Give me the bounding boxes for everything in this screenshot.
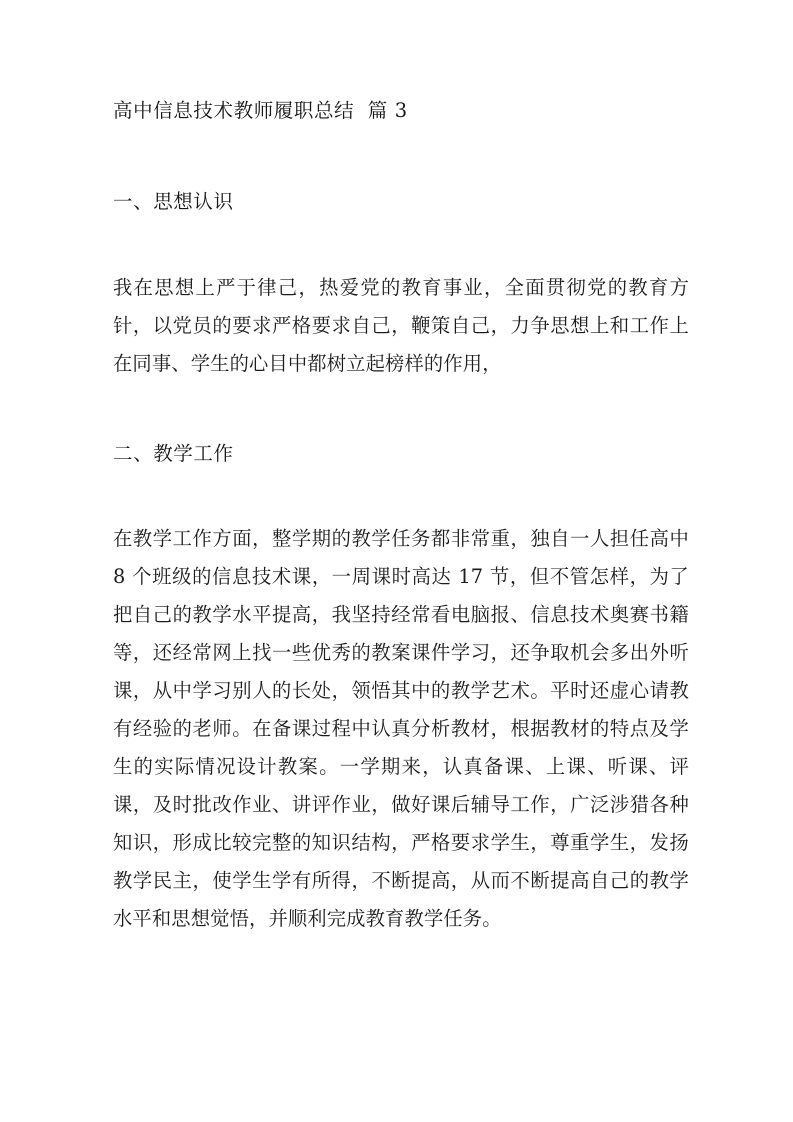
page-title: 高中信息技术教师履职总结 篇 3: [113, 99, 408, 122]
section-paragraph-1: 我在思想上严于律己，热爱党的教育事业，全面贯彻党的教育方针，以党员的要求严格要求自己，鞭策自己，力争思想上和工作上在同事、学生的心目中都树立起榜样的作用，: [113, 275, 689, 375]
section-heading-1: 一、思想认识: [113, 190, 234, 214]
section-heading-2: 二、教学工作: [113, 441, 234, 465]
section-paragraph-2: 在教学工作方面，整学期的教学任务都非常重，独自一人担任高中 8 个班级的信息技术课，一周课时高达 17 节，但不管怎样，为了把自己的教学水平提高，我坚持经常看电脑报、信息技术奥赛书籍等，还经常网上找一些优秀的教案课件学习，还争取机会多出外听课，从中学习别人的长处，领悟其中的教学艺术。平时还虚心请教有经验的老师。在备课过程中认真分析教材，根据教材的特点及学生的实际情况设计教案。一学期来，认真备课、上课、听课、评课，及时批改作业、讲评作业，做好课后辅导工作，广泛涉猎各种知识，形成比较完整的知识结构，严格要求学生，尊重学生，发扬教学民主，使学生学有所得，不断提高，从而不断提高自己的教学水平和思想觉悟，并顺利完成教育教学任务。: [113, 526, 689, 930]
